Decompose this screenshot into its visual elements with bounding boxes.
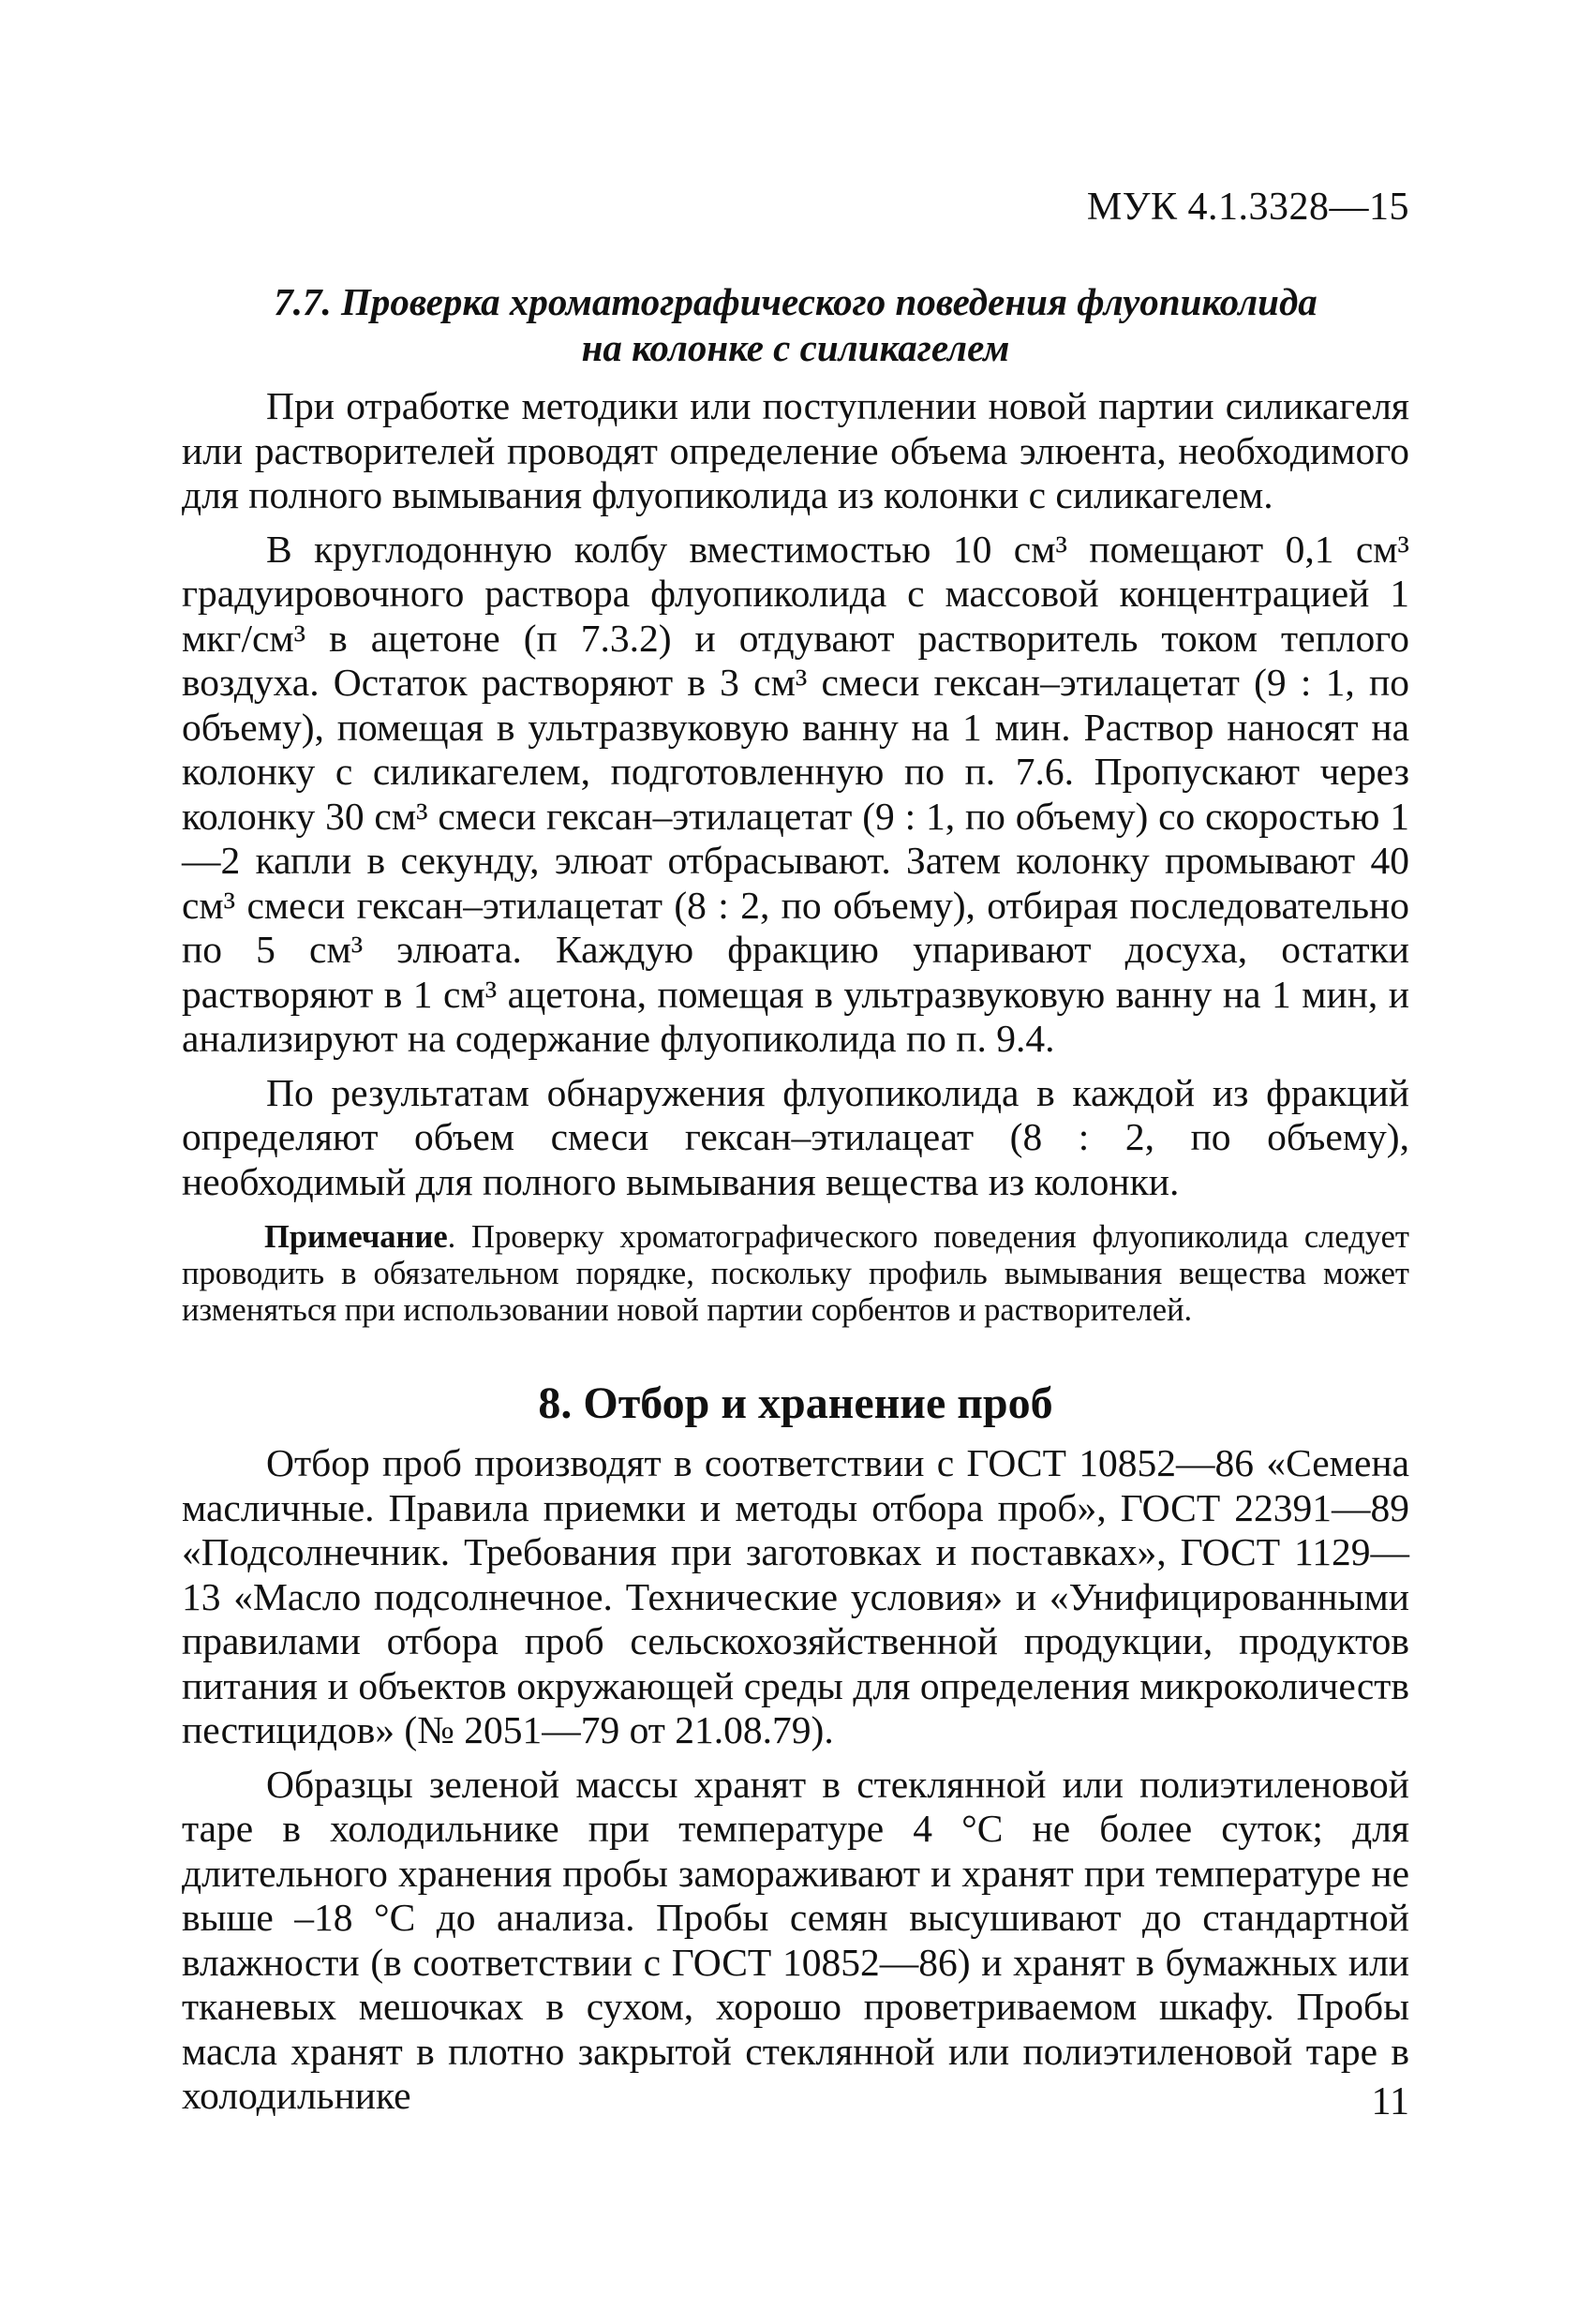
- note: [182, 1219, 1409, 1329]
- page-content: [182, 279, 1409, 2128]
- section-8-paragraph-2: Образцы зеленой массы хранят в стеклянной или полиэтиленовой таре в холодильнике при температуре 4 °С не более суток; для длительного хранения пробы замораживают и хранят при температуре не выше –18 °С до анализа. Пробы семян высушивают до стандартной влажности (в соответствии с ГОСТ 10852—86) и хранят в бумажных или тканевых мешочках в сухом, хорошо проветриваемом шкафу. Пробы масла хранят в плотно закрытой стеклянной или полиэтиленовой таре в холодильнике: [182, 1762, 1409, 2117]
- document-code-header: МУК 4.1.3328—15: [1086, 186, 1409, 229]
- note-label: Примечание: [264, 1219, 448, 1255]
- page-number: 11: [1371, 2080, 1409, 2123]
- section-7-7-title-line-2: на колонке с силикагелем: [581, 326, 1010, 369]
- section-8-paragraph-1: Отбор проб производят в соответствии с ГОСТ 10852—86 «Семена масличные. Правила приемки и методы отбора проб», ГОСТ 22391—89 «Подсолнечник. Требования при заготовках и поставках», ГОСТ 1129—13 «Масло подсолнечное. Технические условия» и «Унифицированными правилами отбора проб сельскохозяйственной продукции, продуктов питания и объектов окружающей среды для определения микроколичеств пестицидов» (№ 2051—79 от 21.08.79).: [182, 1441, 1409, 1751]
- section-7-7-paragraph-2: В круглодонную колбу вместимостью 10 см³ помещают 0,1 см³ градуировочного раствора флуопиколида с массовой концентрацией 1 мкг/см³ в ацетоне (п 7.3.2) и отдувают растворитель током теплого воздуха. Остаток растворяют в 3 см³ смеси гексан–этилацетат (9 : 1, по объему), помещая в ультразвуковую ванну на 1 мин. Раствор наносят на колонку с силикагелем, подготовленную по п. 7.6. Пропускают через колонку 30 см³ смеси гексан–этилацетат (9 : 1, по объему) со скоростью 1—2 капли в секунду, элюат отбрасывают. Затем колонку промывают 40 см³ смеси гексан–этилацетат (8 : 2, по объему), отбирая последовательно по 5 см³ элюата. Каждую фракцию упаривают досуха, остатки растворяют в 1 см³ ацетона, помещая в ультразвуковую ванну на 1 мин, и анализируют на содержание флуопиколида по п. 9.4.: [182, 527, 1409, 1060]
- note-text: . Проверку хроматографического поведения флуопиколида следует проводить в обязательном порядке, поскольку профиль вымывания вещества может изменяться при использовании новой партии сорбентов и растворителей.: [182, 1219, 1409, 1328]
- section-7-7-title: [182, 279, 1409, 371]
- section-8-title: 8. Отбор и хранение проб: [538, 1378, 1053, 1428]
- section-7-7-paragraph-3: По результатам обнаружения флуопиколида в каждой из фракций определяют объем смеси гексан–этилацеат (8 : 2, по объему), необходимый для полного вымывания вещества из колонки.: [182, 1070, 1409, 1203]
- section-7-7-paragraph-1: При отработке методики или поступлении новой партии силикагеля или растворителей проводят определение объема элюента, необходимого для полного вымывания флуопиколида из колонки с силикагелем.: [182, 384, 1409, 516]
- section-7-7-title-line-1: 7.7. Проверка хроматографического поведения флуопиколида: [274, 280, 1318, 323]
